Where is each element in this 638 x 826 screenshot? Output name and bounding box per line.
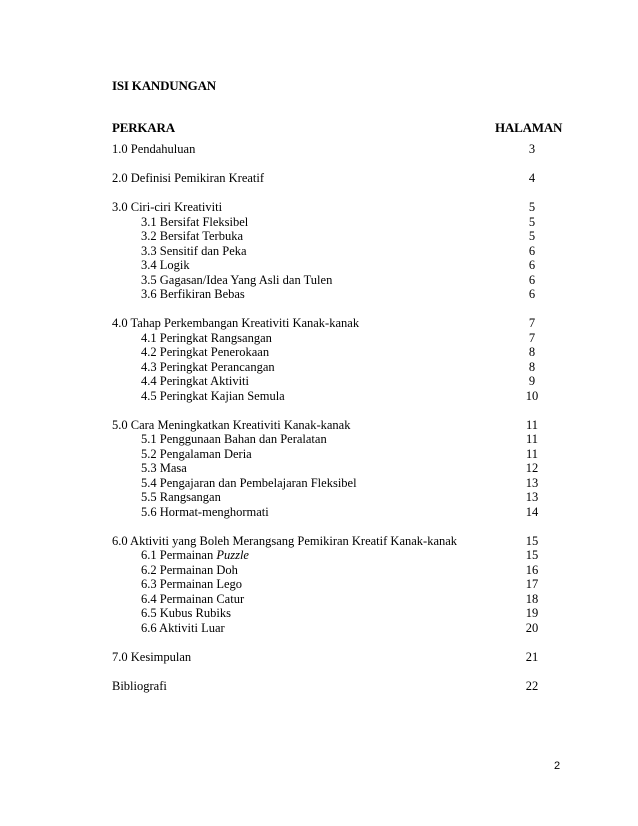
toc-subentry-page: 7 xyxy=(528,330,536,345)
toc-subentry-text: 5.5 Rangsangan xyxy=(141,490,221,504)
toc-subentry xyxy=(112,345,552,360)
toc-subentry xyxy=(112,447,552,462)
toc-entry-label: 5.0 Cara Meningkatkan Kreativiti Kanak-kanak xyxy=(112,417,351,432)
toc-subentry xyxy=(112,577,552,592)
toc-subentry-label xyxy=(112,621,225,636)
toc-subentry-page: 10 xyxy=(525,388,539,403)
toc-subentry-label xyxy=(112,490,221,505)
toc-subentry-page: 5 xyxy=(528,214,536,229)
toc-subentry-text: 3.6 Berfikiran Bebas xyxy=(141,287,245,301)
toc-subentry-text: 3.2 Bersifat Terbuka xyxy=(141,229,243,243)
toc-section xyxy=(112,316,552,403)
toc-section xyxy=(112,534,552,636)
toc-subentry-label xyxy=(112,461,187,476)
toc-subentry xyxy=(112,490,552,505)
toc-subentry-text: 5.3 Masa xyxy=(141,461,187,475)
toc-subentry-label xyxy=(112,563,238,578)
toc-entry-label: 6.0 Aktiviti yang Boleh Merangsang Pemikiran Kreatif Kanak-kanak xyxy=(112,533,458,548)
toc-subentry-page: 6 xyxy=(528,272,536,287)
toc-section xyxy=(112,200,552,302)
toc-subentry-label xyxy=(112,577,242,592)
toc-subentry-text: 4.4 Peringkat Aktiviti xyxy=(141,374,249,388)
toc-subentry-label xyxy=(112,389,285,404)
toc-subentry xyxy=(112,287,552,302)
toc-subentry xyxy=(112,258,552,273)
toc-subentry-label xyxy=(112,229,243,244)
toc-subentry-text: 4.5 Peringkat Kajian Semula xyxy=(141,388,285,403)
toc-subentry-text: 4.3 Peringkat Perancangan xyxy=(141,359,275,374)
column-header-topic: PERKARA xyxy=(112,120,175,135)
toc-subentry xyxy=(112,505,552,520)
toc-subentry xyxy=(112,548,552,563)
toc-subentry-label xyxy=(112,606,231,621)
toc-subentry-page: 6 xyxy=(528,287,536,301)
toc-subentry-text: 6.4 Permainan Catur xyxy=(141,591,245,606)
toc-subentry xyxy=(112,331,552,346)
toc-subentry-text: 5.4 Pengajaran dan Pembelajaran Fleksibel xyxy=(141,475,357,490)
toc-subentry-label xyxy=(112,258,190,273)
toc-subentry-page: 11 xyxy=(525,432,539,446)
toc-subentry-page: 18 xyxy=(525,591,539,606)
toc-subentry xyxy=(112,432,552,447)
toc-entry xyxy=(112,679,552,694)
toc-subentry-page: 11 xyxy=(525,446,539,461)
toc-subentry-text: 3.4 Logik xyxy=(141,258,190,272)
toc-section xyxy=(112,679,552,694)
toc-subentry xyxy=(112,606,552,621)
toc-entry-page: 7 xyxy=(528,316,536,330)
toc-subentry-label xyxy=(112,447,252,462)
toc-subentry-page: 12 xyxy=(525,461,539,475)
toc-subentry-text: 3.5 Gagasan/Idea Yang Asli dan Tulen xyxy=(141,272,333,287)
toc-subentry-text: 6.5 Kubus Rubiks xyxy=(141,606,231,620)
toc-subentry-text: 5.2 Pengalaman Deria xyxy=(141,446,252,461)
toc-entry-label: 3.0 Ciri-ciri Kreativiti xyxy=(112,200,223,214)
column-header-page: HALAMAN xyxy=(495,120,563,135)
toc-entry-page: 11 xyxy=(525,417,539,432)
toc-subentry-page: 16 xyxy=(525,562,539,577)
toc-subentry-page: 9 xyxy=(528,374,536,388)
toc-subentry-label xyxy=(112,215,248,230)
toc-subentry-page: 13 xyxy=(525,475,539,490)
toc-entry xyxy=(112,171,552,186)
toc-subentry-label xyxy=(112,432,327,447)
toc-subentry-page: 8 xyxy=(528,345,536,359)
toc-subentry-text: 6.2 Permainan Doh xyxy=(141,562,238,577)
toc-subentry-label xyxy=(112,360,275,375)
page-number: 2 xyxy=(554,760,561,772)
toc-subentry-page: 17 xyxy=(525,577,539,591)
toc-subentry xyxy=(112,476,552,491)
toc-section xyxy=(112,650,552,665)
toc-subentry xyxy=(112,273,552,288)
toc-subentry-text: 6.6 Aktiviti Luar xyxy=(141,620,225,635)
toc-entry-page: 21 xyxy=(525,649,539,664)
toc-entry-label: 1.0 Pendahuluan xyxy=(112,142,196,156)
toc-subentry-text: 6.3 Permainan Lego xyxy=(141,577,243,591)
toc-entry-label: 4.0 Tahap Perkembangan Kreativiti Kanak-kanak xyxy=(112,316,360,330)
toc-subentry-label xyxy=(112,374,249,389)
toc-section xyxy=(112,418,552,520)
toc-entry xyxy=(112,650,552,665)
toc-section xyxy=(112,171,552,186)
toc-subentry-text: 5.6 Hormat-menghormati xyxy=(141,504,269,519)
toc-entry-page: 3 xyxy=(528,142,536,156)
toc-subentry-label xyxy=(112,505,269,520)
toc-subentry-page: 13 xyxy=(525,490,539,504)
toc-entry xyxy=(112,200,552,215)
toc-subentry-page: 19 xyxy=(525,606,539,620)
toc-entry-label: Bibliografi xyxy=(112,678,167,693)
toc-subentry xyxy=(112,360,552,375)
toc-subentry xyxy=(112,374,552,389)
toc-subentry-page: 6 xyxy=(528,243,536,258)
toc-subentry-label xyxy=(112,244,247,259)
toc-subentry-label xyxy=(112,592,244,607)
toc-entry-page: 22 xyxy=(525,678,539,693)
toc-title: ISI KANDUNGAN xyxy=(112,78,216,93)
toc-subentry-label xyxy=(112,548,249,563)
toc-subentry-page: 6 xyxy=(528,258,536,272)
toc-entry-page: 15 xyxy=(525,533,539,548)
toc-entry-label: 7.0 Kesimpulan xyxy=(112,649,192,664)
table-of-contents xyxy=(112,142,552,708)
toc-subentry-italic-text: Puzzle xyxy=(216,548,249,562)
toc-subentry-text: 3.1 Bersifat Fleksibel xyxy=(141,214,249,229)
toc-subentry xyxy=(112,461,552,476)
toc-subentry xyxy=(112,215,552,230)
toc-entry xyxy=(112,534,552,549)
toc-subentry-label xyxy=(112,273,332,288)
toc-entry-page: 5 xyxy=(528,200,536,214)
toc-subentry xyxy=(112,229,552,244)
toc-subentry-label xyxy=(112,476,357,491)
toc-subentry-label xyxy=(112,331,272,346)
toc-subentry xyxy=(112,244,552,259)
toc-entry-page: 4 xyxy=(528,171,536,185)
toc-subentry-text: 6.1 Permainan xyxy=(141,548,217,562)
toc-subentry xyxy=(112,563,552,578)
toc-subentry-page: 20 xyxy=(525,620,539,635)
toc-subentry-page: 15 xyxy=(525,548,539,562)
toc-subentry-text: 3.3 Sensitif dan Peka xyxy=(141,243,247,258)
toc-section xyxy=(112,142,552,157)
toc-entry-label: 2.0 Definisi Pemikiran Kreatif xyxy=(112,171,265,185)
toc-subentry xyxy=(112,592,552,607)
toc-subentry xyxy=(112,389,552,404)
toc-subentry-label xyxy=(112,345,269,360)
toc-subentry xyxy=(112,621,552,636)
toc-subentry-text: 4.1 Peringkat Rangsangan xyxy=(141,330,272,345)
toc-entry xyxy=(112,142,552,157)
toc-entry xyxy=(112,418,552,433)
toc-subentry-text: 4.2 Peringkat Penerokaan xyxy=(141,345,270,359)
toc-subentry-label xyxy=(112,287,245,302)
toc-subentry-page: 14 xyxy=(525,504,539,519)
toc-subentry-page: 8 xyxy=(528,359,536,374)
toc-subentry-page: 5 xyxy=(528,229,536,243)
toc-entry xyxy=(112,316,552,331)
toc-subentry-text: 5.1 Penggunaan Bahan dan Peralatan xyxy=(141,432,327,446)
